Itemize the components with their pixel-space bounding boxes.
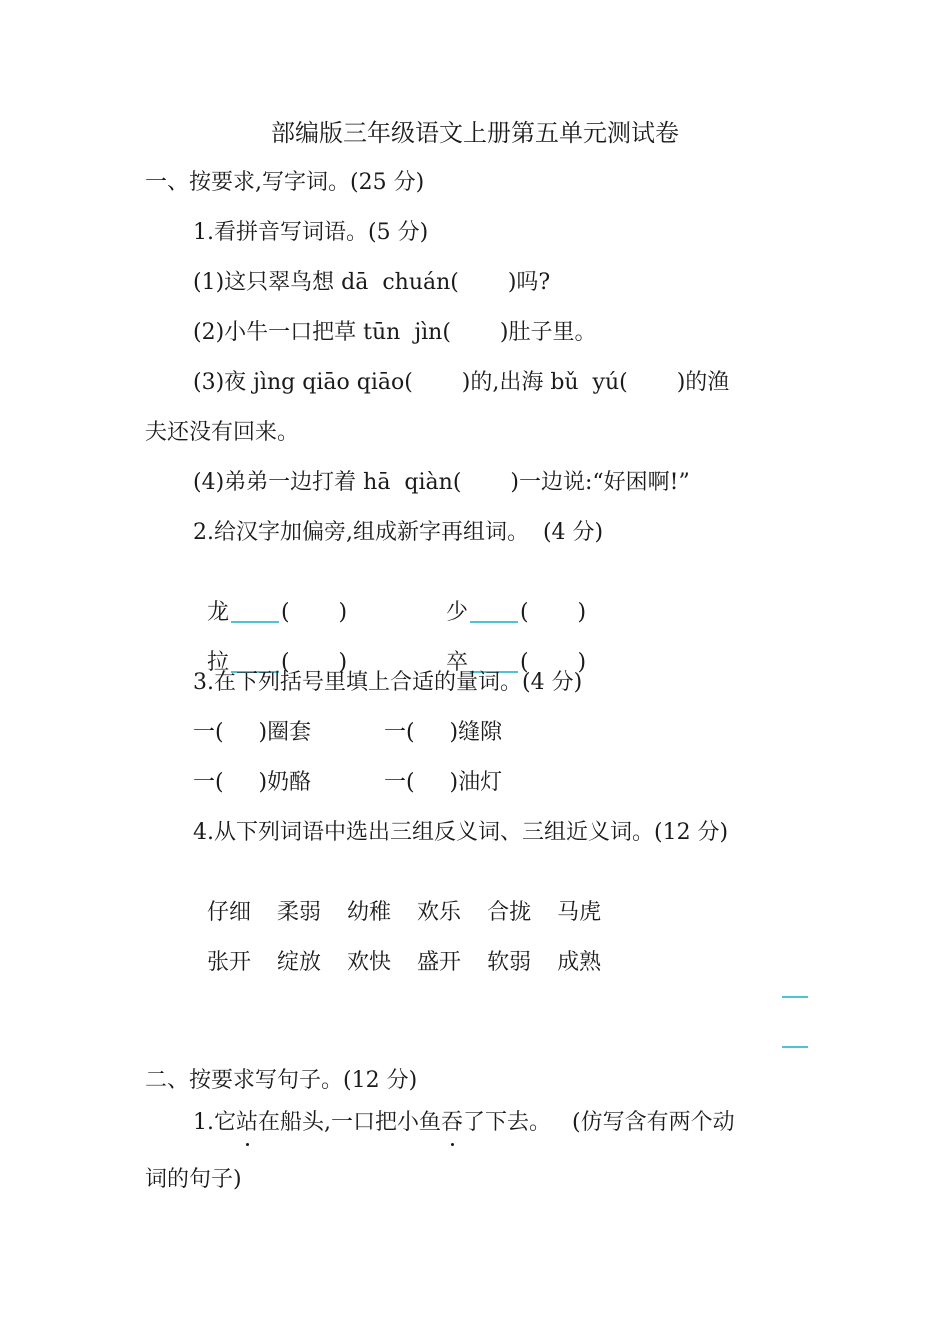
q3-heading: 3.在下列括号里填上合适的量词。(4 分)	[193, 670, 583, 695]
q4-word: 绽放	[277, 950, 322, 975]
q4-word: 张开	[207, 950, 252, 975]
q1-item-1: (1)这只翠鸟想 dā chuán( )吗?	[193, 270, 551, 295]
q3-item-4: 一( )油灯	[384, 770, 503, 795]
q2-char: 少	[446, 600, 469, 625]
q4-heading: 4.从下列词语中选出三组反义词、三组近义词。(12 分)	[193, 820, 729, 845]
q3-item-1: 一( )圈套	[193, 720, 312, 745]
q1-item-2: (2)小牛一口把草 tūn jìn( )肚子里。	[193, 320, 597, 345]
q4-word-row-2	[193, 918, 627, 978]
answer-line	[782, 1046, 808, 1048]
q2-char: 卒	[446, 650, 469, 675]
s2-q1-text: 1.它	[193, 1110, 236, 1135]
q2-char: 拉	[207, 650, 230, 675]
q4-word: 盛开	[417, 950, 462, 975]
emphasis-char: 吞	[441, 1108, 463, 1138]
answer-line	[782, 996, 808, 998]
q4-word: 柔弱	[277, 900, 322, 925]
q1-item-3-continued: 夫还没有回来。	[145, 420, 300, 445]
q1-item-4: (4)弟弟一边打着 hā qiàn( )一边说:“好困啊!”	[193, 470, 690, 495]
q3-item-2: 一( )缝隙	[384, 720, 503, 745]
q4-word: 欢乐	[417, 900, 462, 925]
s2-q1-line-1	[193, 1108, 735, 1138]
section-1-heading: 一、按要求,写字词。(25 分)	[145, 170, 425, 195]
q4-word: 马虎	[557, 900, 602, 925]
s2-q1-line-2: 词的句子)	[145, 1167, 242, 1192]
q1-item-3: (3)夜 jìng qiāo qiāo( )的,出海 bǔ yú( )的渔	[193, 370, 730, 395]
q1-heading: 1.看拼音写词语。(5 分)	[193, 220, 429, 245]
q2-paren: ( )	[520, 650, 587, 675]
s2-q1-text: 了下去。 (仿写含有两个动	[463, 1110, 735, 1135]
s2-q1-text: 在船头,一口把小鱼	[258, 1110, 442, 1135]
q4-word: 软弱	[487, 950, 532, 975]
section-2-heading: 二、按要求写句子。(12 分)	[145, 1068, 418, 1093]
q2-paren: ( )	[520, 600, 587, 625]
q3-item-3: 一( )奶酪	[193, 770, 312, 795]
q4-word: 仔细	[207, 900, 252, 925]
emphasis-char: 站	[236, 1108, 258, 1138]
page-title: 部编版三年级语文上册第五单元测试卷	[271, 119, 679, 147]
q4-word: 合拢	[487, 900, 532, 925]
q2-char: 龙	[207, 600, 230, 625]
q2-paren: ( )	[281, 650, 348, 675]
q2-heading: 2.给汉字加偏旁,组成新字再组词。 (4 分)	[193, 520, 604, 545]
q4-word: 幼稚	[347, 900, 392, 925]
q4-word: 欢快	[347, 950, 392, 975]
q4-word: 成熟	[557, 950, 602, 975]
q2-paren: ( )	[281, 600, 348, 625]
